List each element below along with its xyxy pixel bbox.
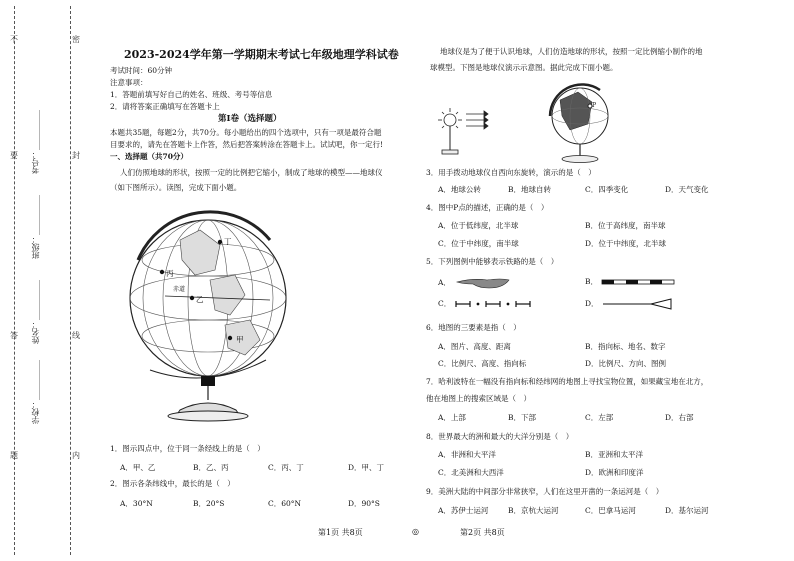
q3-option-b[interactable]: B．地球自转: [508, 185, 552, 194]
passage-line-1: 人们仿照地球的形状，按照一定的比例把它缩小，制成了地球的模型——地球仪: [120, 168, 383, 177]
label-ding: 丁: [224, 237, 232, 246]
exam-title: 2023-2024学年第一学期期末考试七年级地理学科试卷: [124, 48, 399, 61]
school-field[interactable]: 学校：__________: [31, 360, 40, 424]
q9-option-c[interactable]: C．巴拿马运河: [585, 506, 636, 515]
label-equator: 赤道: [173, 286, 186, 293]
exam-number-field[interactable]: 考号：__________: [31, 110, 40, 174]
q3-option-d[interactable]: D．天气变化: [665, 185, 709, 194]
seal-mark: 封: [72, 151, 80, 160]
page-footer-1: 第1页 共8页: [318, 528, 363, 537]
label-yi: 乙: [196, 295, 204, 304]
q9-option-a[interactable]: A．苏伊士运河: [438, 506, 489, 515]
question-9: 9．美洲大陆的中间部分非常狭窄，人们在这里开凿的一条运河是（ ）: [426, 487, 664, 496]
section-title: 第Ⅰ卷（选择题）: [218, 114, 282, 124]
passage-line-2: （如下图所示）。读图，完成下面小题。: [110, 183, 242, 192]
q5-option-c[interactable]: C．: [438, 298, 534, 309]
seal-mark: 内: [72, 451, 80, 460]
blob-legend-icon: [453, 276, 513, 290]
left-page: [98, 0, 418, 561]
q4-option-c[interactable]: C．位于中纬度，南半球: [438, 239, 519, 248]
q2-option-b[interactable]: B．20°S: [193, 499, 225, 508]
name-field[interactable]: 姓名：__________: [31, 280, 40, 344]
intro-line-1: 本题共35题，每题2分，共70分。每小题给出的四个选项中，只有一项是最符合题: [110, 128, 382, 137]
seal-mark: 要: [10, 151, 18, 160]
question-1: 1．图示四点中，位于同一条经线上的是（ ）: [110, 444, 265, 453]
q4-option-d[interactable]: D．位于中纬度，北半球: [585, 239, 667, 248]
intro-line-2: 目要求的，请先在答题卡上作答，然后把答案转涂在答题卡上。试试吧，你一定行!: [110, 140, 384, 149]
boundary-legend-icon: [454, 299, 534, 309]
q2-option-a[interactable]: A．30°N: [120, 499, 153, 508]
q8-option-b[interactable]: B．亚洲和太平洋: [585, 450, 644, 459]
part-title: 一、选择题（共70分）: [110, 152, 188, 161]
point-p-label: P: [592, 102, 597, 109]
outer-dashed-line: [14, 6, 15, 555]
q8-option-d[interactable]: D．欧洲和印度洋: [585, 468, 644, 477]
q4-option-a[interactable]: A．位于低纬度，北半球: [438, 221, 519, 230]
right-passage-line-1: 地球仪是为了便于认识地球，人们仿造地球的形状，按照一定比例缩小制作的地: [440, 47, 703, 56]
q4-option-b[interactable]: B．位于高纬度，南半球: [585, 221, 666, 230]
question-6: 6．地图的三要素是指（ ）: [426, 323, 521, 332]
q9-option-b[interactable]: B．京杭大运河: [508, 506, 559, 515]
q6-option-a[interactable]: A．图片、高度、距离: [438, 342, 511, 351]
seal-mark: 线: [72, 331, 80, 340]
right-passage-line-2: 球模型。下图是地球仪演示示意图。据此完成下面小题。: [430, 63, 618, 72]
q1-option-d[interactable]: D．甲、丁: [348, 463, 385, 472]
exam-time: 考试时间：60分钟: [110, 66, 173, 75]
notes-title: 注意事项：: [110, 78, 148, 87]
q1-option-c[interactable]: C．丙、丁: [268, 463, 304, 472]
q6-option-b[interactable]: B．指向标、地名、数字: [585, 342, 666, 351]
q3-option-c[interactable]: C．四季变化: [585, 185, 629, 194]
q7-option-c[interactable]: C．左部: [585, 413, 614, 422]
q7-option-b[interactable]: B．下部: [508, 413, 537, 422]
q6-option-c[interactable]: C．比例尺、高度、指向标: [438, 359, 527, 368]
seal-mark: 题: [10, 451, 18, 460]
question-2: 2．图示各条纬线中，最长的是（ ）: [110, 479, 235, 488]
q1-option-b[interactable]: B．乙、丙: [193, 463, 229, 472]
label-jia: 甲: [236, 335, 244, 344]
q6-option-d[interactable]: D．比例尺、方向、图例: [585, 359, 667, 368]
seal-mark: 不: [10, 35, 18, 44]
question-7-line-2: 他在地图上的搜索区域是（ ）: [426, 394, 531, 403]
question-4: 4．图中P点的描述，正确的是（ ）: [426, 203, 549, 212]
railway-legend-icon: [600, 277, 676, 287]
seal-mark: 密: [72, 35, 80, 44]
seal-mark: 答: [10, 331, 18, 340]
q5-option-d[interactable]: D．: [585, 298, 677, 310]
question-8: 8．世界最大的洲和最大的大洋分别是（ ）: [426, 432, 574, 441]
q8-option-a[interactable]: A．非洲和大平洋: [438, 450, 496, 459]
question-7-line-1: 7．哈利波特在一幅没有指向标和经纬网的地图上寻找宝物位置，如果藏宝地在北方，: [426, 377, 709, 386]
note-1: 1．答题前填写好自己的姓名、班级、考号等信息: [110, 90, 273, 99]
q7-option-d[interactable]: D．右部: [665, 413, 694, 422]
q7-option-a[interactable]: A．上部: [438, 413, 466, 422]
q8-option-c[interactable]: C．北美洲和大西洋: [438, 468, 504, 477]
page-footer-2: 第2页 共8页: [460, 528, 505, 537]
q2-option-d[interactable]: D．90°S: [348, 499, 380, 508]
class-field[interactable]: 班级：__________: [31, 195, 40, 259]
q2-option-c[interactable]: C．60°N: [268, 499, 302, 508]
q5-option-a[interactable]: A．: [438, 276, 513, 290]
question-5: 5．下列图例中能够表示铁路的是（ ）: [426, 257, 559, 266]
globe-demo-diagram: [430, 80, 610, 164]
globe-diagram: [110, 200, 310, 425]
inner-dashed-line: [70, 6, 71, 555]
binding-margin: [0, 0, 98, 561]
arrow-legend-icon: [601, 298, 677, 310]
q5-option-b[interactable]: B．: [585, 276, 676, 287]
note-2: 2．请将答案正确填写在答题卡上: [110, 102, 220, 111]
q9-option-d[interactable]: D．基尔运河: [665, 506, 709, 515]
label-bing: 丙: [166, 269, 174, 278]
q1-option-a[interactable]: A．甲、乙: [120, 463, 156, 472]
q3-option-a[interactable]: A．地球公转: [438, 185, 481, 194]
question-3: 3．用手拨动地球仪自西向东旋转，演示的是（ ）: [426, 168, 596, 177]
right-page: [420, 0, 794, 561]
center-marker-icon: ◎: [412, 527, 419, 536]
